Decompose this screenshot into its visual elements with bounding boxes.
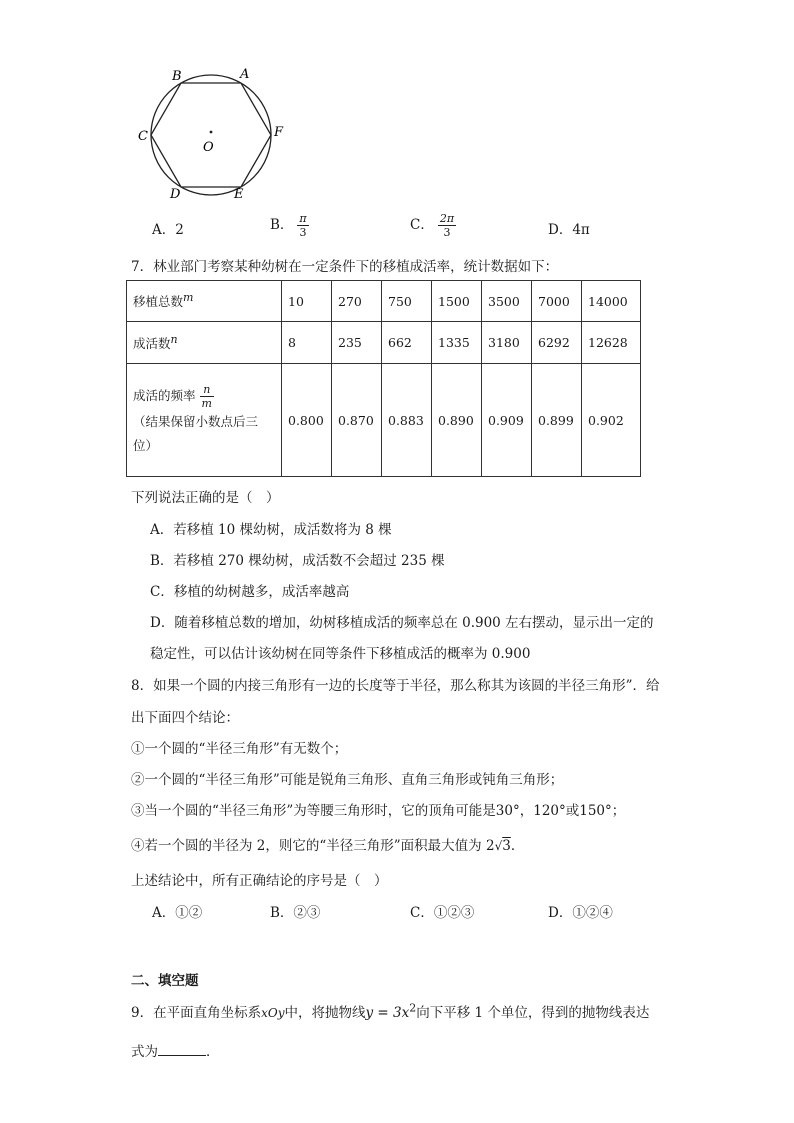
table-row <box>127 322 641 364</box>
q7-option-a: A．若移植 10 棵幼树，成活数将为 8 棵 <box>150 522 392 538</box>
q8-conclusion-4: ④若一个圆的半径为 2，则它的“半径三角形”面积最大值为 2√3． <box>131 838 525 854</box>
table-cell: 662 <box>382 322 432 364</box>
table-cell: 6292 <box>532 322 582 364</box>
table-cell: 1335 <box>432 322 482 364</box>
table-cell: 0.902 <box>582 364 641 477</box>
regular-hexagon <box>151 83 271 187</box>
center-point <box>210 131 213 134</box>
q8-option-b: B．②③ <box>270 905 321 921</box>
table-cell: 270 <box>332 281 382 322</box>
q7-option-d: D．随着移植总数的增加，幼树移植成活的频率总在 0.900 左右摆动，显示出一定的 <box>150 615 654 631</box>
survival-rate-table <box>126 280 641 477</box>
q8-option-a: A．①② <box>152 905 203 921</box>
table-cell: 3180 <box>482 322 532 364</box>
q8-stem-line2: 出下面四个结论： <box>131 710 239 726</box>
q6-option-b: B． $\frac{\pi}{3}$ <box>270 212 307 239</box>
table-cell: 235 <box>332 322 382 364</box>
table-cell: 14000 <box>582 281 641 322</box>
label-C: C <box>138 129 148 144</box>
q8-option-d: D．①②④ <box>548 905 613 921</box>
table-row <box>127 281 641 322</box>
row-header-total: 移植总数m <box>127 281 282 322</box>
q8-question: 上述结论中，所有正确结论的序号是（ ） <box>131 873 388 889</box>
q8-stem-line1: 8．如果一个圆的内接三角形有一边的长度等于半径，那么称其为该圆的半径三角形”．给 <box>131 678 660 694</box>
q9-stem: 9．在平面直角坐标系xOy中，将抛物线$y = 3x^2$向下平移 1 个单位，得到的抛物线表达 <box>131 1001 650 1021</box>
row-header-survived: 成活数n <box>127 322 282 364</box>
table-row <box>127 364 641 477</box>
label-D: D <box>170 187 181 202</box>
q7-option-b: B．若移植 270 棵幼树，成活数不会超过 235 棵 <box>150 553 445 569</box>
row-header-frequency: 成活的频率 $\frac{n}{m}$ （结果保留小数点后三 位） <box>127 364 282 477</box>
table-cell: 3500 <box>482 281 532 322</box>
q8-conclusion-2: ②一个圆的“半径三角形”可能是锐角三角形、直角三角形或钝角三角形； <box>131 772 564 788</box>
table-cell: 12628 <box>582 322 641 364</box>
hexagon-circle-figure <box>130 62 290 207</box>
q7-option-d-cont: 稳定性，可以估计该幼树在同等条件下移植成活的概率为 0.900 <box>150 646 531 662</box>
table-cell: 0.899 <box>532 364 582 477</box>
q8-conclusion-1: ①一个圆的“半径三角形”有无数个； <box>131 741 348 757</box>
q9-stem-line2: 式为 ． <box>131 1040 220 1060</box>
table-cell: 0.800 <box>282 364 332 477</box>
q8-conclusion-3: ③当一个圆的“半径三角形”为等腰三角形时，它的顶角可能是30°，120°或150°； <box>131 803 626 819</box>
table-cell: 0.883 <box>382 364 432 477</box>
label-A: A <box>240 67 250 82</box>
q7-stem: 7．林业部门考察某种幼树在一定条件下的移植成活率，统计数据如下： <box>131 259 559 275</box>
q6-option-a: A．2 <box>152 222 184 238</box>
label-O: O <box>203 140 214 155</box>
table-cell: 0.890 <box>432 364 482 477</box>
q7-question: 下列说法正确的是（ ） <box>131 490 280 506</box>
q6-option-d: D．4π <box>548 222 590 238</box>
q7-option-c: C．移植的幼树越多，成活率越高 <box>150 584 350 600</box>
label-B: B <box>172 69 182 84</box>
table-cell: 1500 <box>432 281 482 322</box>
table-cell: 0.870 <box>332 364 382 477</box>
table-cell: 8 <box>282 322 332 364</box>
answer-blank[interactable] <box>158 1041 206 1056</box>
table-cell: 750 <box>382 281 432 322</box>
circumscribed-circle <box>151 75 271 195</box>
section-title-fill-blank: 二、填空题 <box>131 973 199 989</box>
q6-option-c: C． $\frac{2\pi}{3}$ <box>410 212 455 239</box>
label-F: F <box>274 125 284 140</box>
table-cell: 0.909 <box>482 364 532 477</box>
table-cell: 10 <box>282 281 332 322</box>
table-cell: 7000 <box>532 281 582 322</box>
label-E: E <box>234 187 244 202</box>
q8-option-c: C．①②③ <box>410 905 475 921</box>
